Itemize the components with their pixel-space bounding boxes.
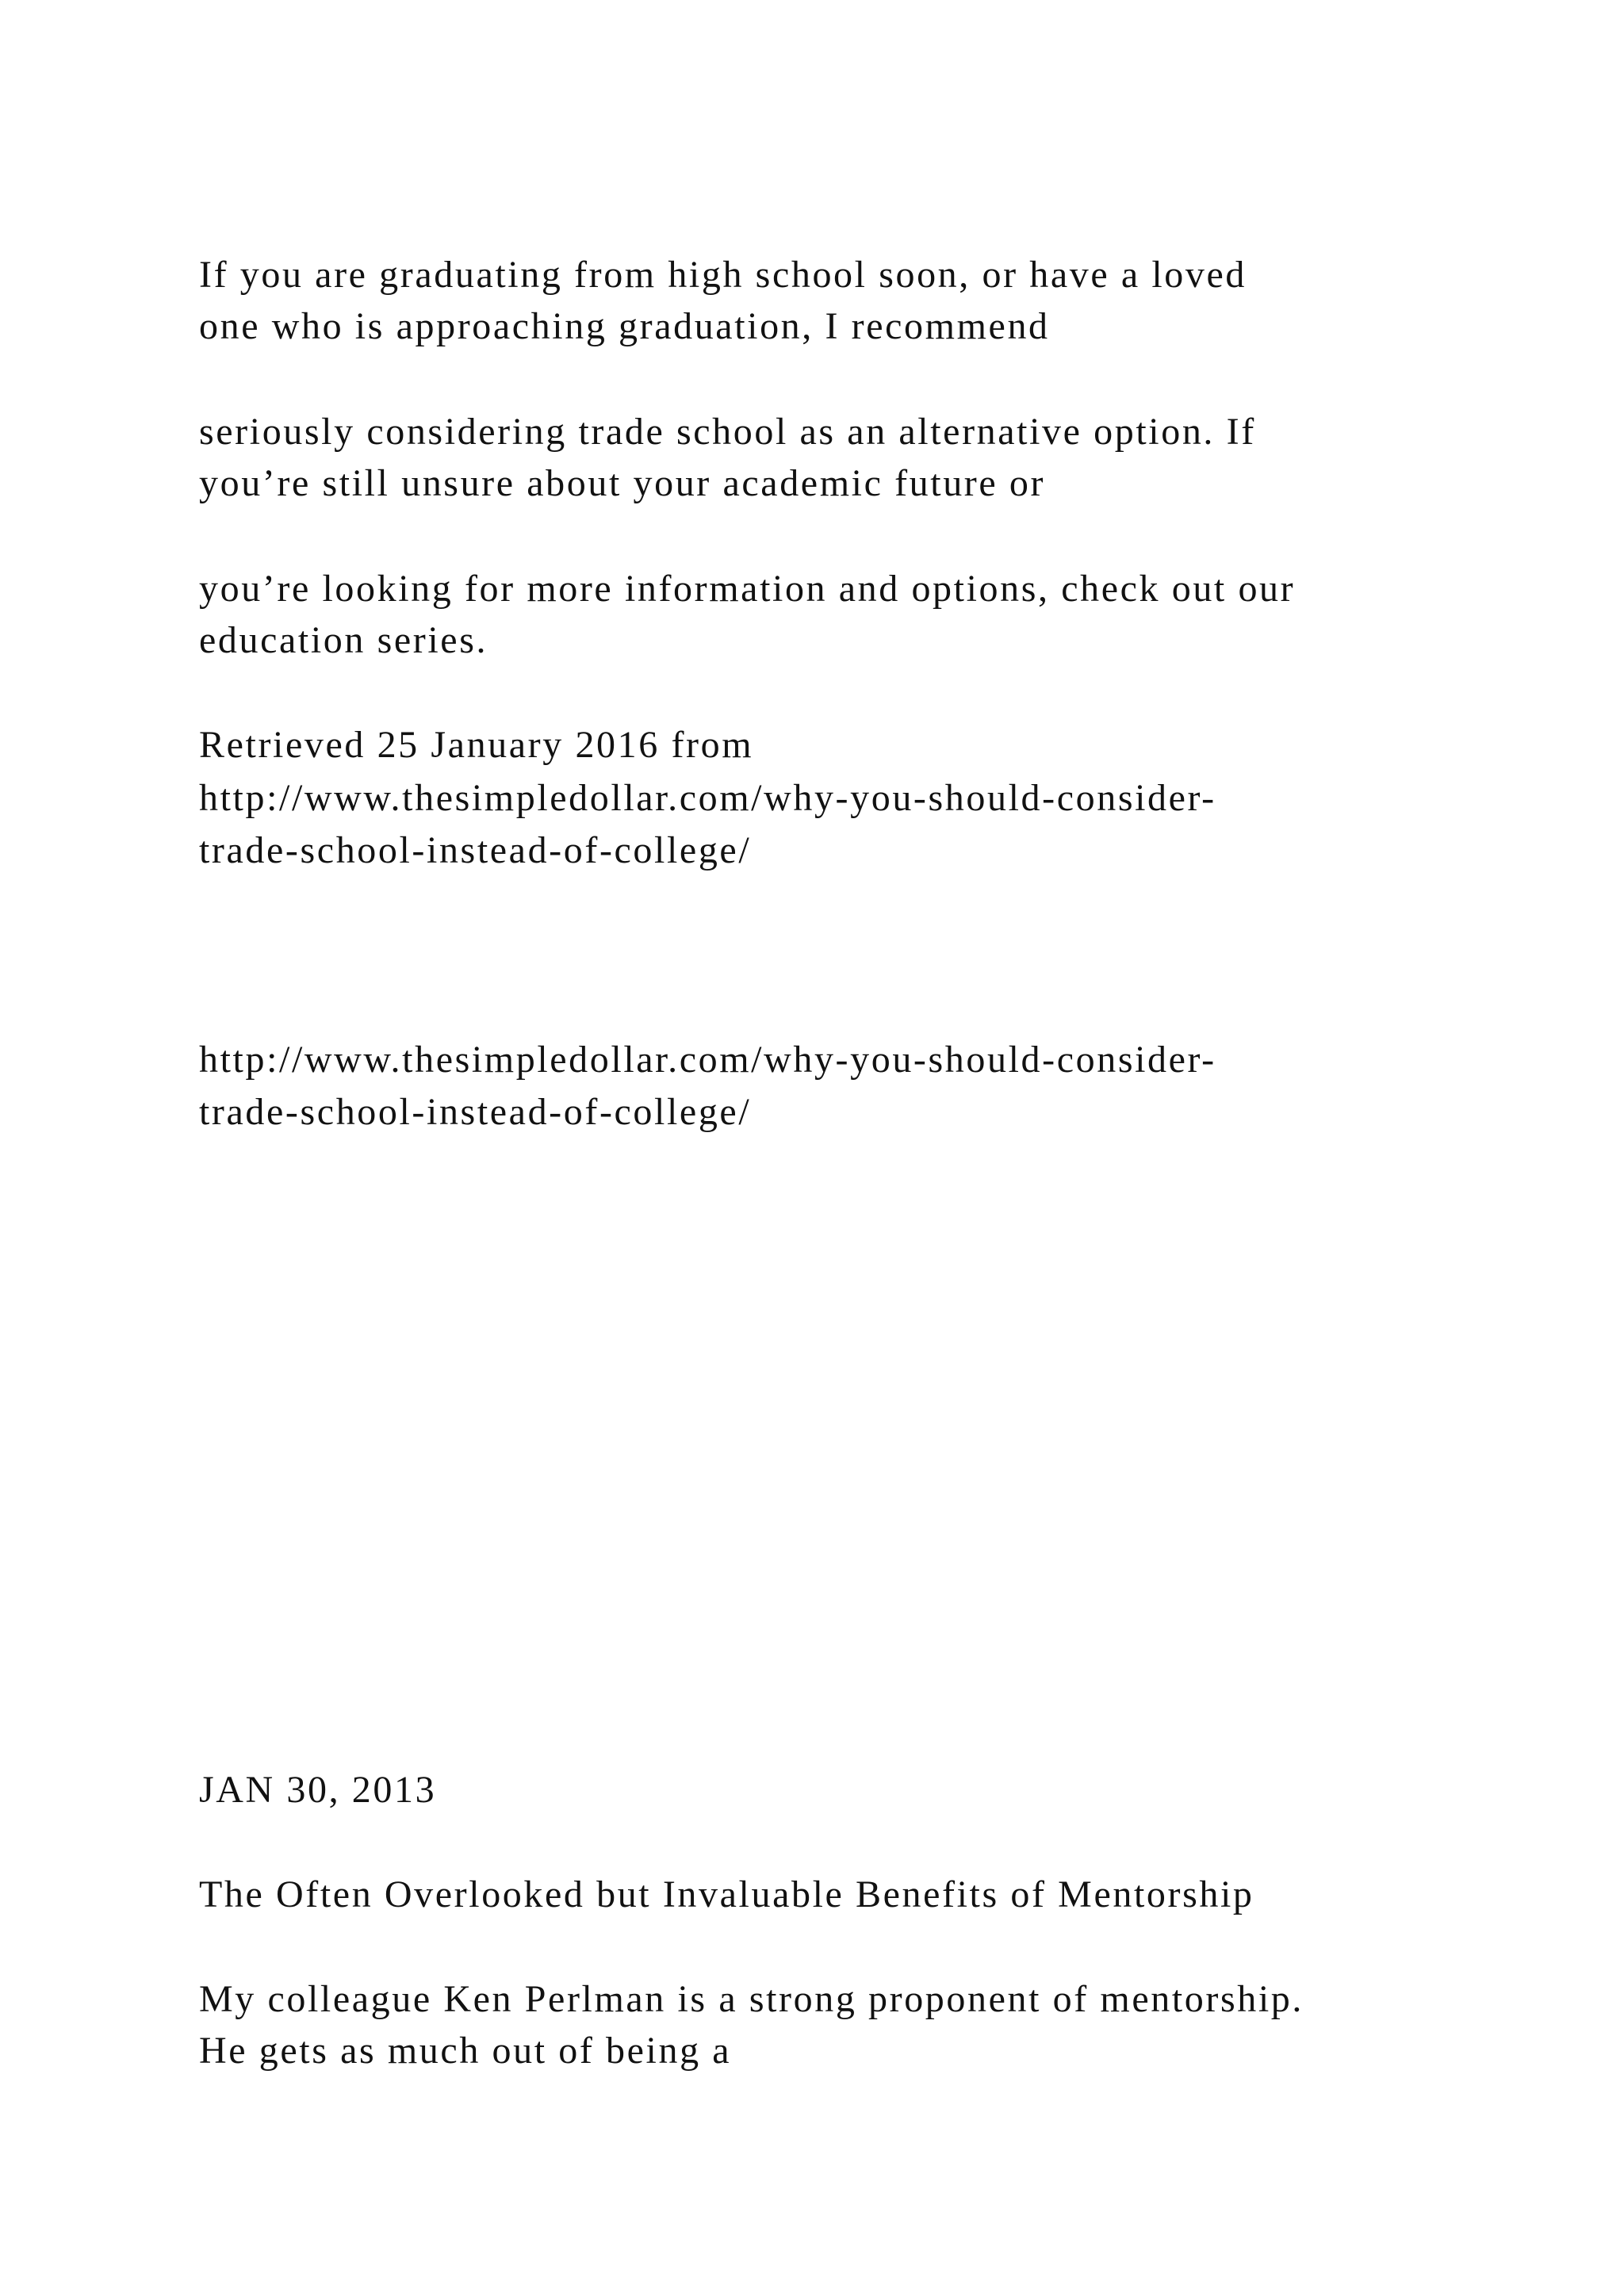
text-line: one who is approaching graduation, I recommend <box>199 305 1050 347</box>
text-line: you’re looking for more information and options, check out our <box>199 568 1296 610</box>
text-line: If you are graduating from high school soon, or have a loved <box>199 254 1247 296</box>
text-line: education series. <box>199 619 488 661</box>
url-line: http://www.thesimpledollar.com/why-you-should-consider- <box>199 1039 1216 1081</box>
citation-url-line: http://www.thesimpledollar.com/why-you-should-consider- <box>199 777 1216 819</box>
text-line: My colleague Ken Perlman is a strong proponent of mentorship. <box>199 1978 1304 2020</box>
text-line: seriously considering trade school as an alternative option. If <box>199 411 1256 453</box>
text-line: He gets as much out of being a <box>199 2030 732 2072</box>
url-line: trade-school-instead-of-college/ <box>199 1091 752 1133</box>
text-line: you’re still unsure about your academic future or <box>199 462 1046 504</box>
citation-line: Retrieved 25 January 2016 from <box>199 724 754 766</box>
article-date: JAN 30, 2013 <box>199 1769 437 1811</box>
article-title: The Often Overlooked but Invaluable Benefits of Mentorship <box>199 1873 1254 1915</box>
citation-url-line: trade-school-instead-of-college/ <box>199 829 752 871</box>
